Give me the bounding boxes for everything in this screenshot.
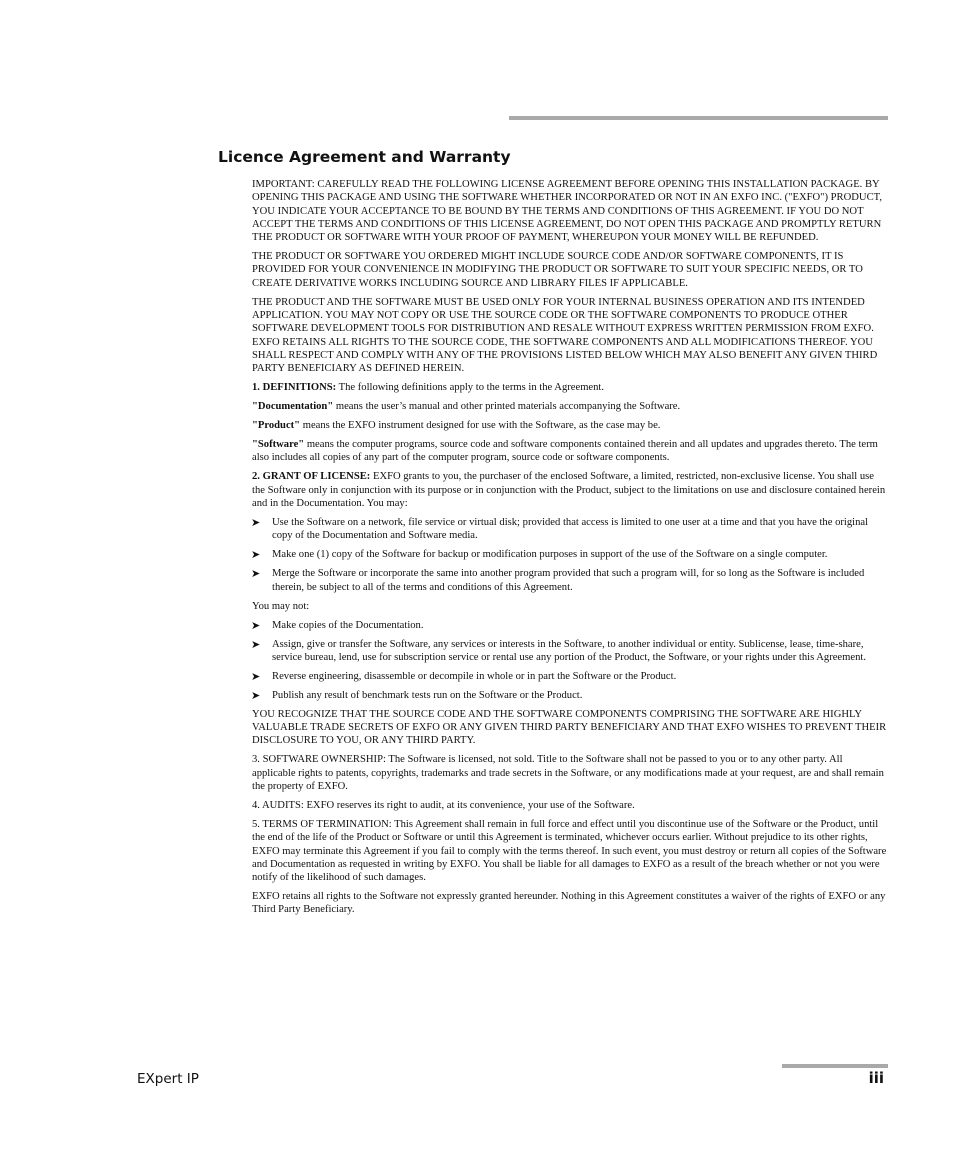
grant-paragraph	[252, 470, 888, 510]
definition-text: means the user’s manual and other printed materials accompanying the Software.	[333, 401, 681, 413]
header-rule	[509, 116, 888, 120]
arrow-bullet-icon: ➤	[251, 516, 261, 530]
internal-use-paragraph: THE PRODUCT AND THE SOFTWARE MUST BE USED ONLY FOR YOUR INTERNAL BUSINESS OPERATION AND ITS INTENDED APPLICATION. YOU MAY NOT COPY OR USE THE SOURCE CODE OR THE SOFTWARE COMPONENTS TO PRODUCE OTHER SOFTWARE DEVELOPMENT TOOLS FOR DISTRIBUTION AND RESALE WITHOUT EXPRESS WRITTEN PERMISSION FROM EXFO. EXFO RETAINS ALL RIGHTS TO THE SOURCE CODE, THE SOFTWARE COMPONENTS AND ALL MODIFICATIONS THEREOF. YOU SHALL RESPECT AND COMPLY WITH ANY OF THE PROVISIONS LISTED BELOW WHICH MAY ALSO BENEFIT ANY GIVEN THIRD PARTY BENEFICIARY AS DEFINED HEREIN.	[252, 296, 878, 375]
page-title: Licence Agreement and Warranty	[218, 148, 511, 166]
list-item	[252, 619, 888, 632]
definitions-label: 1. DEFINITIONS:	[252, 382, 337, 394]
definition-product	[252, 419, 888, 432]
may-list	[252, 516, 888, 594]
arrow-bullet-icon: ➤	[251, 567, 261, 581]
arrow-bullet-icon: ➤	[251, 637, 261, 651]
list-item	[252, 548, 888, 561]
list-item-text: Use the Software on a network, file service or virtual disk; provided that access is limited to one user at a time and that you have the original copy of the Documentation and Software media.	[272, 517, 869, 542]
footer-rule	[782, 1064, 888, 1068]
list-item-text: Publish any result of benchmark tests run on the Software or the Product.	[272, 689, 583, 701]
definition-text: means the EXFO instrument designed for use with the Software, as the case may be.	[300, 420, 661, 432]
definition-term: "Software"	[252, 439, 305, 451]
list-item-text: Make one (1) copy of the Software for backup or modification purposes in support of the use of the Software on a single computer.	[272, 549, 828, 561]
may-not-list	[252, 619, 888, 703]
list-item-text: Merge the Software or incorporate the same into another program provided that such a program will, for so long as the Software is included therein, be subject to all of the terms and conditions of this Agreement.	[272, 568, 865, 593]
definition-documentation	[252, 400, 888, 413]
list-item	[252, 638, 888, 665]
termination-paragraph: 5. TERMS OF TERMINATION: This Agreement shall remain in full force and effect until you discontinue use of the Software or the Product, until the end of the life of the Product or Software or until this Agreement is terminated, whichever occurs earlier. Without prejudice to its other rights, EXFO may terminate this Agreement if you fail to comply with the terms thereof. In such event, you must destroy or return all copies of the Software and Documentation as requested in writing by EXFO. You shall be liable for all damages to EXFO as a result of the breach whether or not you were notify of the likelihood of such damages.	[252, 818, 887, 884]
arrow-bullet-icon: ➤	[251, 688, 261, 702]
ownership-paragraph: 3. SOFTWARE OWNERSHIP: The Software is licensed, not sold. Title to the Software shall not be passed to you or to any other party. All applicable rights to patents, copyrights, trademarks and trade secrets in the Software, or any modifications made at your request, are and shall remain the property of EXFO.	[252, 754, 884, 792]
list-item	[252, 567, 888, 594]
definition-term: "Product"	[252, 420, 301, 432]
rights-paragraph: EXFO retains all rights to the Software not expressly granted hereunder. Nothing in this Agreement constitutes a waiver of the rights of EXFO or any Third Party Beneficiary.	[252, 891, 886, 916]
list-item	[252, 516, 888, 543]
list-item-text: Reverse engineering, disassemble or decompile in whole or in part the Software or the Product.	[272, 670, 677, 682]
list-item-text: Assign, give or transfer the Software, any services or interests in the Software, to another individual or entity. Sublicense, lease, time-share, service bureau, lend, use for subscription service or rental use any portion of the Product, the Software, or your rights under this Agreement.	[272, 638, 866, 663]
list-item	[252, 689, 888, 702]
trade-secrets-paragraph: YOU RECOGNIZE THAT THE SOURCE CODE AND THE SOFTWARE COMPONENTS COMPRISING THE SOFTWARE ARE HIGHLY VALUABLE TRADE SECRETS OF EXFO OR ANY GIVEN THIRD PARTY BENEFICIARY AND THAT EXFO WISHES TO PREVENT THEIR DISCLOSURE TO YOU, OR ANY THIRD PARTY.	[252, 708, 887, 747]
footer-product-name: EXpert IP	[137, 1071, 199, 1087]
arrow-bullet-icon: ➤	[251, 618, 261, 632]
list-item-text: Make copies of the Documentation.	[272, 619, 424, 631]
arrow-bullet-icon: ➤	[251, 669, 261, 683]
definition-text: means the computer programs, source code and software components contained therein and all updates and upgrades thereto. The term also includes all copies of any part of the computer program, source code or software components.	[252, 439, 878, 464]
definitions-text: The following definitions apply to the terms in the Agreement.	[336, 382, 605, 394]
list-item	[252, 670, 888, 683]
page-number: iii	[868, 1069, 884, 1087]
definitions-paragraph	[252, 381, 888, 394]
agreement-body	[252, 178, 888, 922]
arrow-bullet-icon: ➤	[251, 548, 261, 562]
grant-label: 2. GRANT OF LICENSE:	[252, 471, 371, 483]
audits-paragraph: 4. AUDITS: EXFO reserves its right to audit, at its convenience, your use of the Software.	[252, 799, 635, 811]
important-paragraph: IMPORTANT: CAREFULLY READ THE FOLLOWING LICENSE AGREEMENT BEFORE OPENING THIS INSTALLATION PACKAGE. BY OPENING THIS PACKAGE AND USING THE SOFTWARE WHETHER INCORPORATED OR NOT IN AN EXFO INC. ("EXFO") PRODUCT, YOU INDICATE YOUR ACCEPTANCE TO BE BOUND BY THE TERMS AND CONDITIONS OF THIS AGREEMENT. IF YOU DO NOT ACCEPT THE TERMS AND CONDITIONS OF THIS LICENSE AGREEMENT, DO NOT OPEN THIS PACKAGE AND PROMPTLY RETURN THE PRODUCT OR SOFTWARE WITH YOUR PROOF OF PAYMENT, WHEREUPON YOUR MONEY WILL BE REFUNDED.	[252, 179, 882, 244]
source-code-paragraph: THE PRODUCT OR SOFTWARE YOU ORDERED MIGHT INCLUDE SOURCE CODE AND/OR SOFTWARE COMPONENTS, IT IS PROVIDED FOR YOUR CONVENIENCE IN MODIFYING THE PRODUCT OR SOFTWARE TO SUIT YOUR SPECIFIC NEEDS, OR TO CREATE DERIVATIVE WORKS INCLUDING SOURCE AND LIBRARY FILES IF APPLICABLE.	[252, 251, 863, 289]
definition-term: "Documentation"	[252, 401, 334, 413]
grant-text: EXFO grants to you, the purchaser of the enclosed Software, a limited, restricted, non-exclusive license. You shall use the Software only in conjunction with its purpose or in conjunction with the Product, subject to the limitations on use and disclosure contained herein and in the Documentation. You may:	[252, 471, 886, 510]
definition-software	[252, 438, 888, 465]
may-not-label: You may not:	[252, 600, 310, 612]
